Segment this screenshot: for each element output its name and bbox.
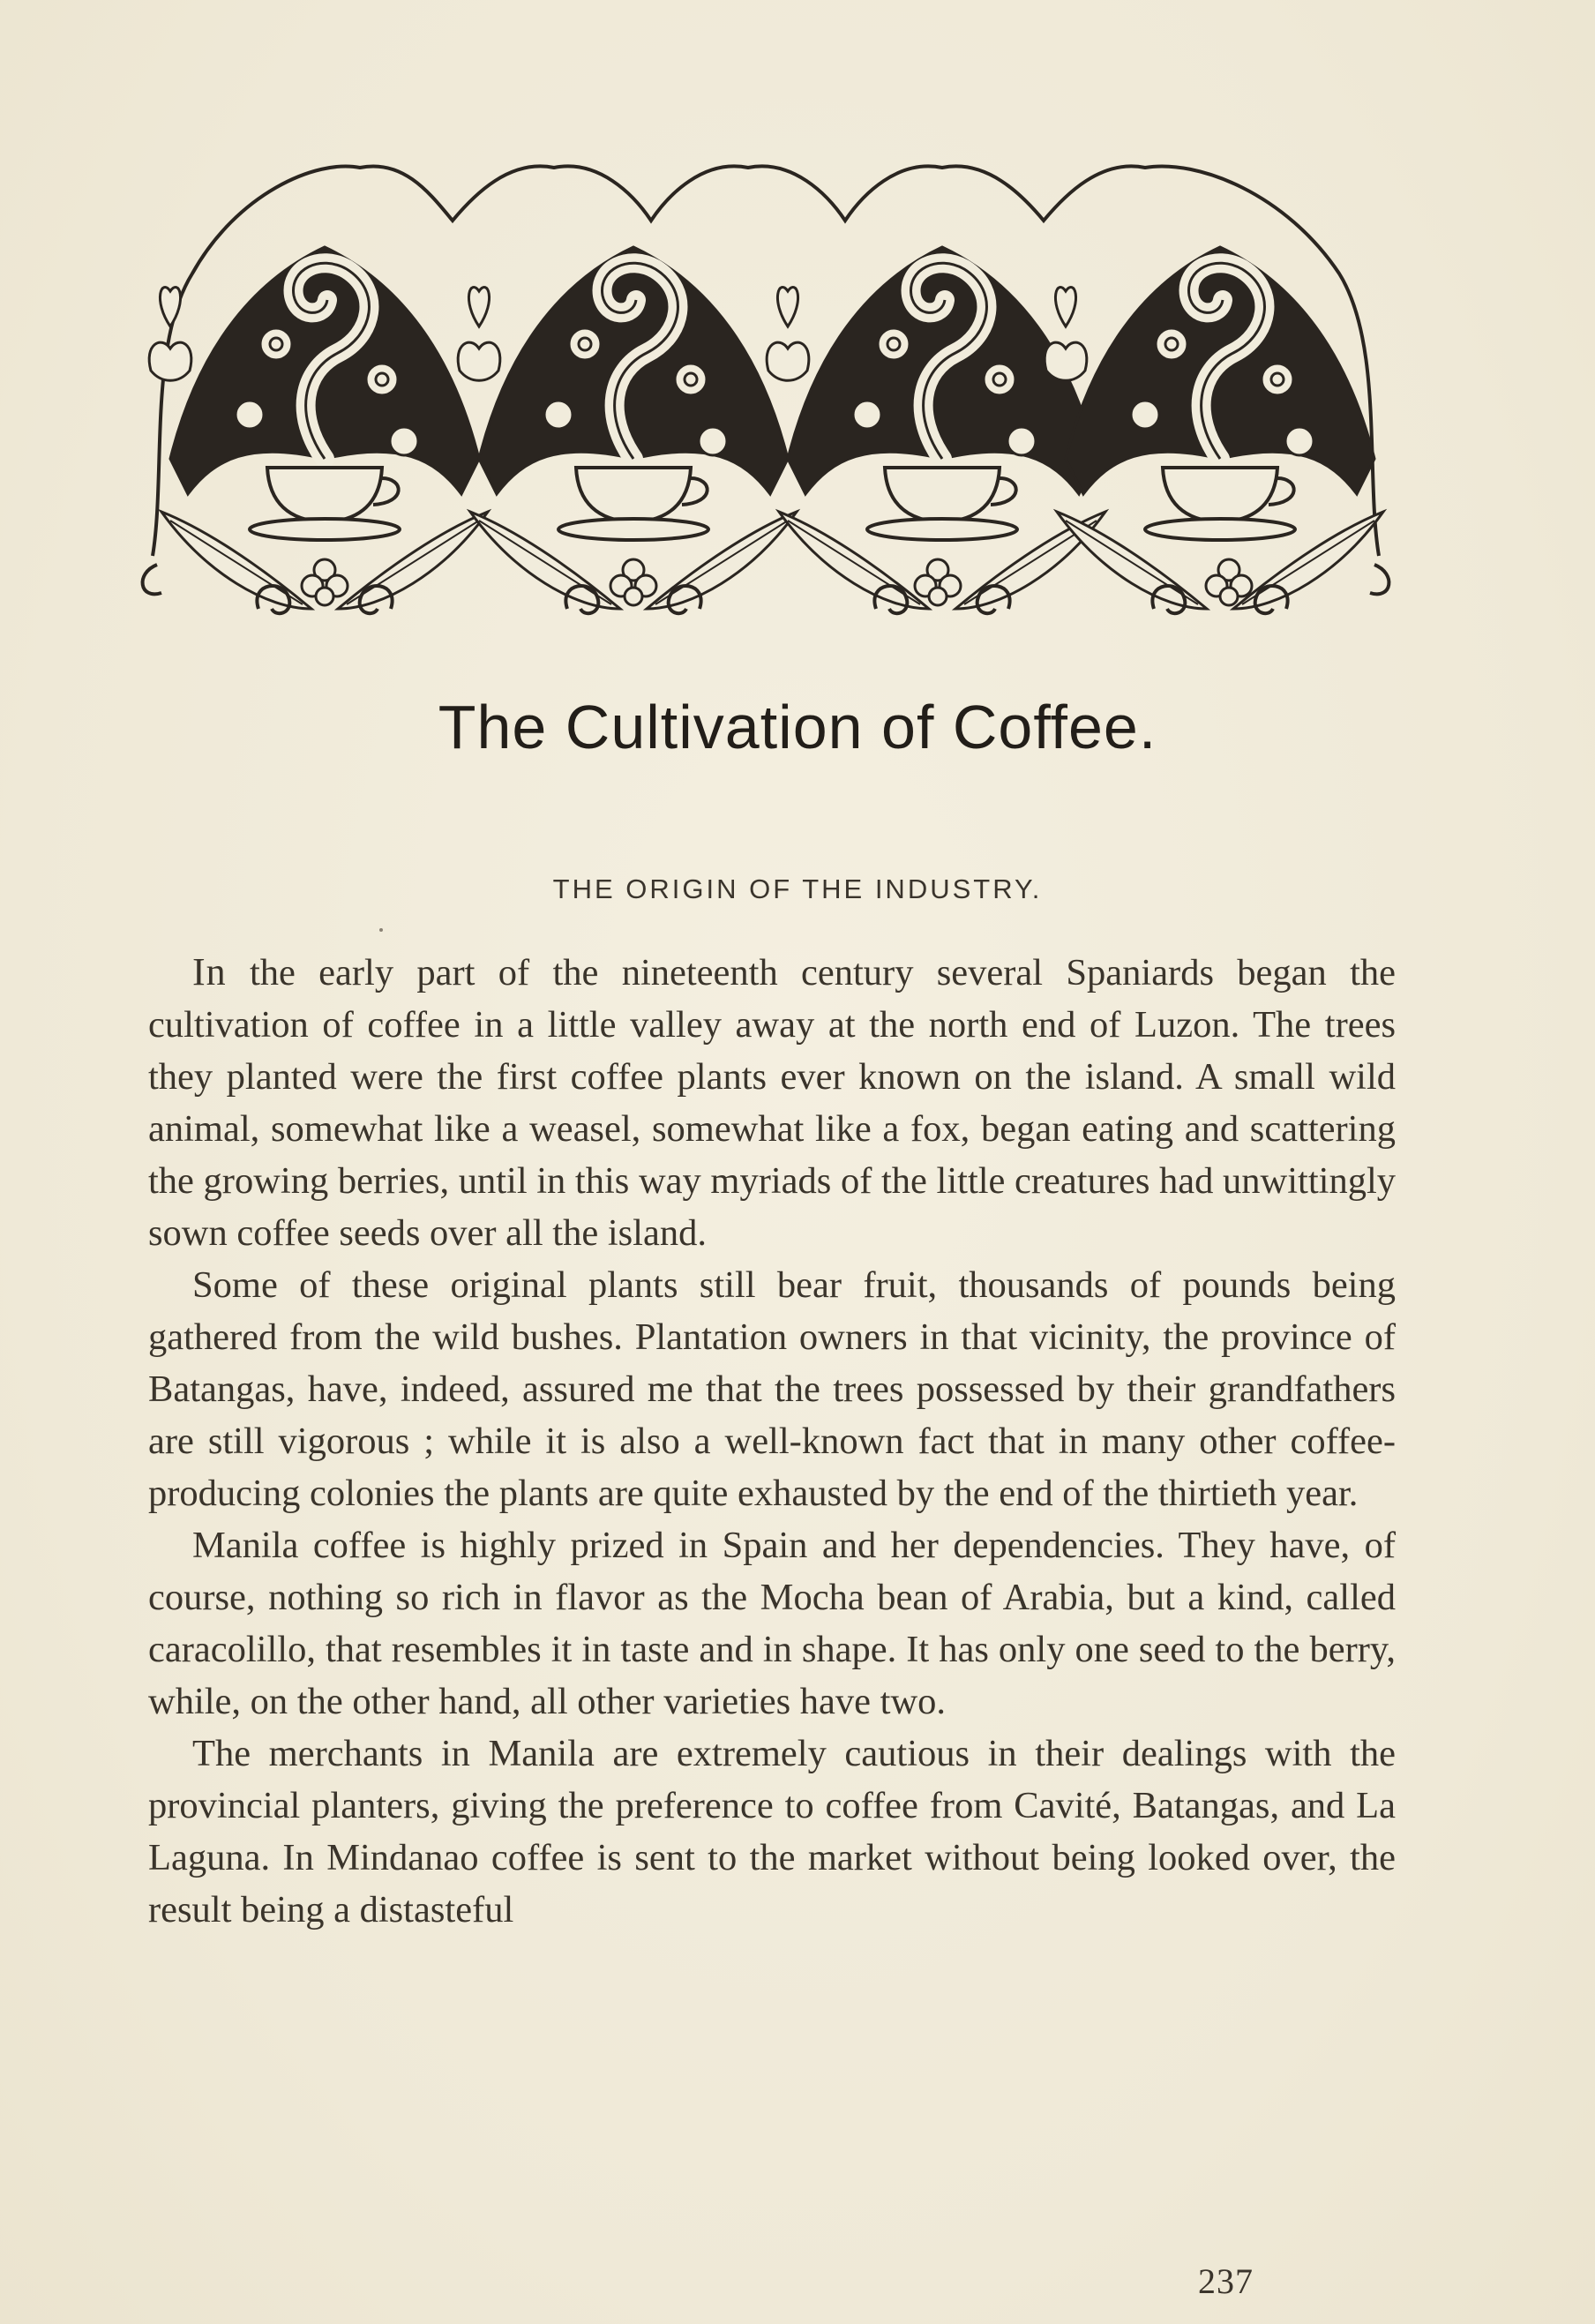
page-number: 237: [1198, 2261, 1254, 2301]
paragraph: [148, 1519, 1396, 1728]
section-heading: THE ORIGIN OF THE INDUSTRY.: [552, 873, 1043, 904]
ink-speck: [379, 928, 383, 932]
paragraph: [148, 1259, 1396, 1519]
coffee-cup-headpiece-icon: [139, 141, 1392, 618]
chapter-title: The Cultivation of Coffee.: [438, 693, 1157, 761]
paragraph-text: Manila coffee is highly prized in Spain and her dependencies. They have, of course, nothing so rich in flavor as the Mocha bean of Arabia, but a kind, called caracolillo, that resembles it in taste and in shape. It has only one seed to the berry, while, on the other hand, all other varieties have two.: [148, 1525, 1396, 1722]
small-caps-lead: In: [192, 950, 227, 993]
paragraph: [148, 946, 1396, 1259]
body-text: [148, 946, 1396, 1936]
paragraph-text: The merchants in Manila are extremely cautious in their dealings with the provincial planters, giving the preference to coffee from Cavité, Batangas, and La Laguna. In Mindanao coffee is sent to the market without being looked over, the result being a distasteful: [148, 1733, 1396, 1930]
paragraph: [148, 1728, 1396, 1936]
paragraph-text: Some of these original plants still bear fruit, thousands of pounds being gathered from the wild bushes. Plantation owners in that vicinity, the province of Batangas, have, indeed, assured me that the trees possessed by their grandfathers are still vigorous ; while it is also a well-known fact that in many other coffee-producing colonies the plants are quite exhausted by the end of the thirtieth year.: [148, 1264, 1396, 1514]
paragraph-text: the early part of the nineteenth century several Spaniards began the cultivation of coffee in a little valley away at the north end of Luzon. The trees they planted were the first coffee plants ever known on the island. A small wild animal, somewhat like a weasel, somewhat like a fox, began eating and scattering the growing berries, until in this way myriads of the little creatures had unwittingly sown coffee seeds over all the island.: [148, 952, 1396, 1254]
